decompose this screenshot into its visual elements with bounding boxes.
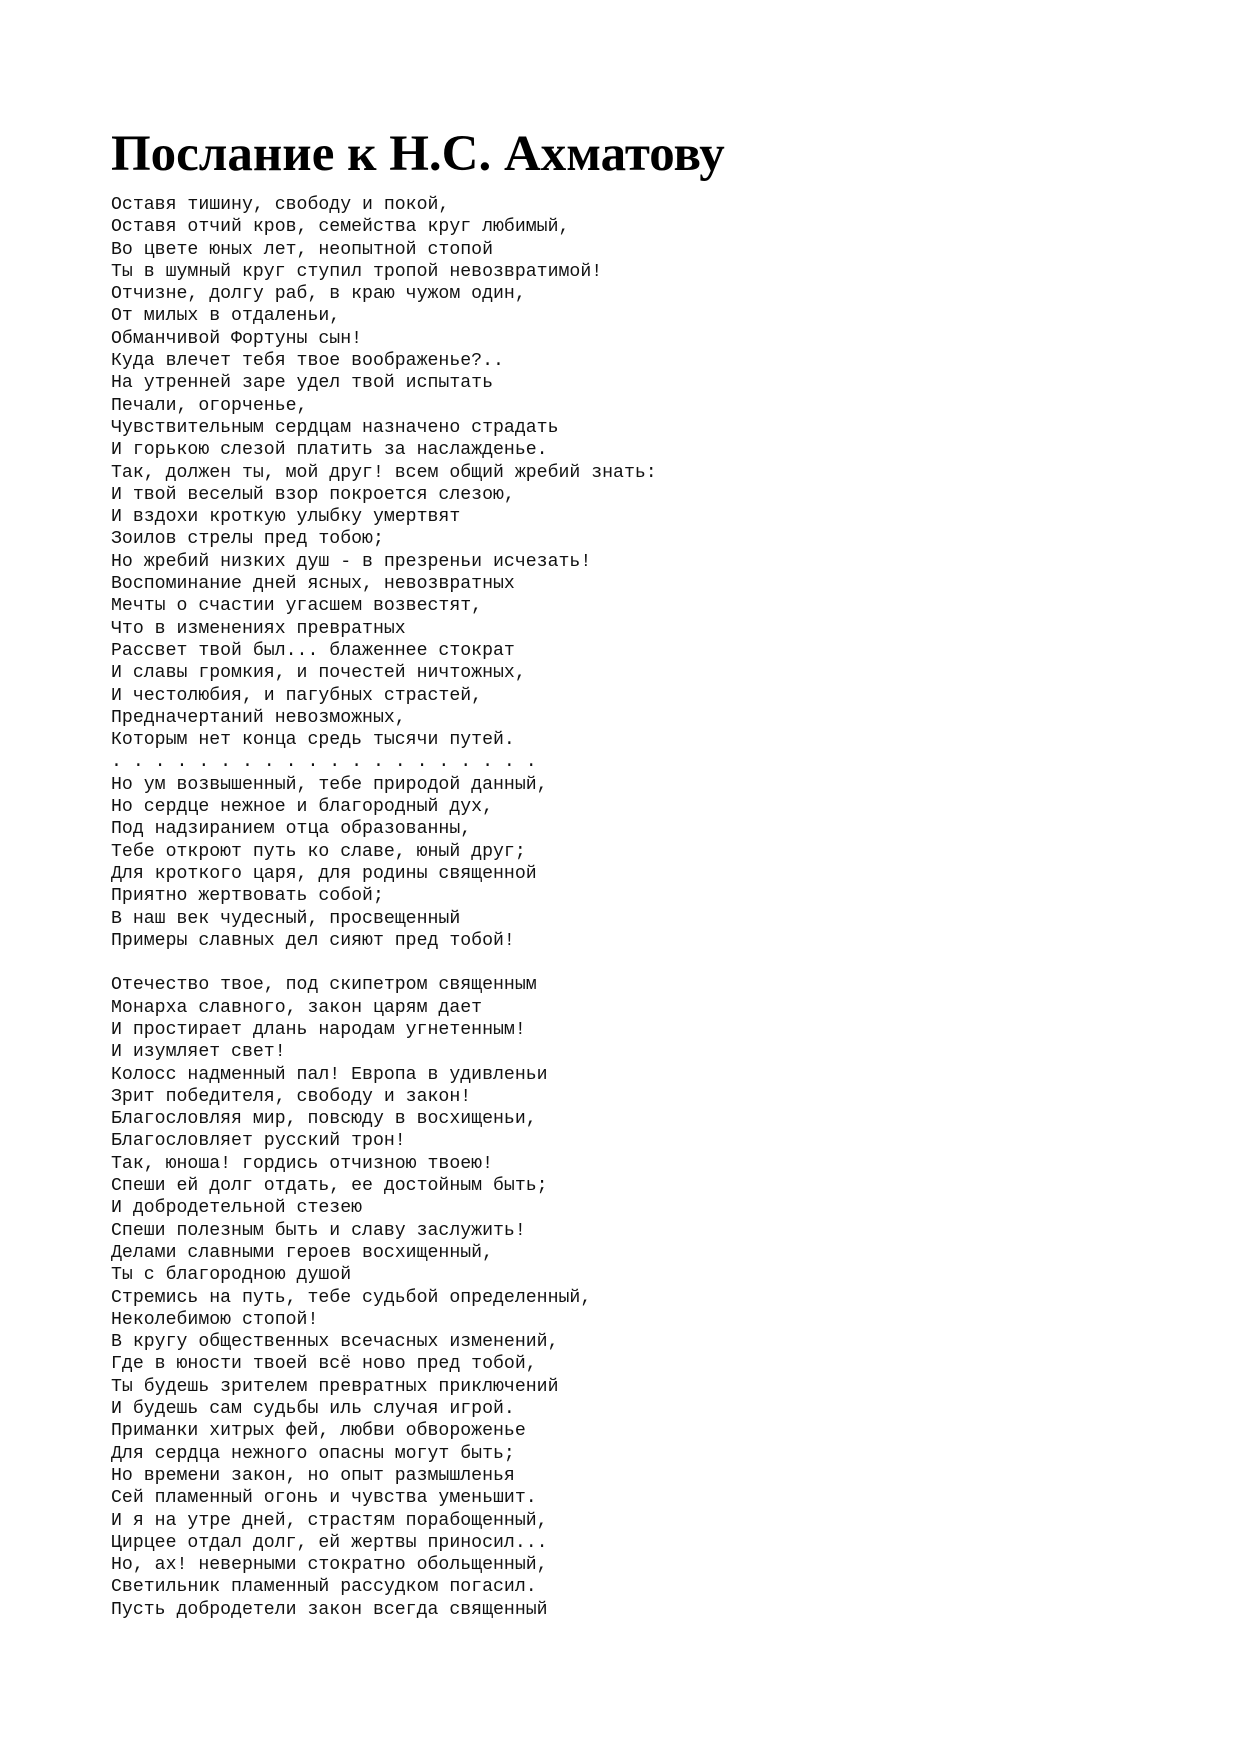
poem-line: И вздохи кроткую улыбку умертвят — [111, 507, 461, 528]
poem-line: Чувствительным сердцам назначено страдать — [111, 417, 559, 438]
poem-line: Мечты о счастии угасшем возвестят, — [111, 596, 483, 617]
poem-line: Так, должен ты, мой друг! всем общий жребий знать: — [111, 462, 657, 483]
poem-line: И простирает длань народам угнетенным! — [111, 1019, 526, 1040]
poem-line: Сей пламенный огонь и чувства уменьшит. — [111, 1488, 537, 1509]
poem-line: Отчизне, долгу раб, в краю чужом один, — [111, 284, 526, 305]
poem-line: Тебе откроют путь ко славе, юный друг; — [111, 841, 526, 862]
poem-line: Которым нет конца средь тысячи путей. — [111, 730, 515, 751]
poem-line: Где в юности твоей всё ново пред тобой, — [111, 1354, 537, 1375]
poem-line: Воспоминание дней ясных, невозвратных — [111, 574, 515, 595]
poem-line: Примеры славных дел сияют пред тобой! — [111, 930, 515, 951]
poem-line: Спеши ей долг отдать, ее достойным быть; — [111, 1176, 548, 1197]
poem-line: Но жребий низких душ - в презреньи исчезать! — [111, 551, 592, 572]
poem-line: Для кроткого царя, для родины священной — [111, 863, 537, 884]
poem-line: Отечество твое, под скипетром священным — [111, 975, 537, 996]
poem-line: Что в изменениях превратных — [111, 618, 406, 639]
poem-line: Пусть добродетели закон всегда священный — [111, 1599, 548, 1620]
poem-line: Светильник пламенный рассудком погасил. — [111, 1577, 537, 1598]
poem-line: Колосс надменный пал! Европа в удивленьи — [111, 1064, 548, 1085]
poem-line: Неколебимою стопой! — [111, 1309, 319, 1330]
poem-line: И славы громкия, и почестей ничтожных, — [111, 663, 526, 684]
poem-line: Печали, огорченье, — [111, 395, 308, 416]
poem-line: Во цвете юных лет, неопытной стопой — [111, 239, 493, 260]
poem-body — [111, 194, 657, 1621]
poem-line: Ты с благородною душой — [111, 1265, 352, 1286]
poem-line: И добродетельной стезею — [111, 1198, 363, 1219]
poem-line: . . . . . . . . . . . . . . . . . . . . — [111, 752, 537, 773]
poem-line: Под надзиранием отца образованны, — [111, 819, 472, 840]
poem-line: Ты в шумный круг ступил тропой невозвратимой! — [111, 261, 603, 282]
poem-line: На утренней заре удел твой испытать — [111, 373, 493, 394]
poem-line: Приманки хитрых фей, любви обвороженье — [111, 1421, 526, 1442]
poem-line: И твой веселый взор покроется слезою, — [111, 484, 515, 505]
poem-line: Но, ах! неверными стократно обольщенный, — [111, 1555, 548, 1576]
poem-line: Приятно жертвовать собой; — [111, 886, 384, 907]
poem-line: Но ум возвышенный, тебе природой данный, — [111, 774, 548, 795]
poem-line: Обманчивой Фортуны сын! — [111, 328, 363, 349]
poem-line: Ты будешь зрителем превратных приключений — [111, 1376, 559, 1397]
poem-line: Рассвет твой был... блаженнее стократ — [111, 640, 515, 661]
poem-line: И честолюбия, и пагубных страстей, — [111, 685, 483, 706]
poem-line: Для сердца нежного опасны могут быть; — [111, 1443, 515, 1464]
poem-line: Предначертаний невозможных, — [111, 707, 406, 728]
poem-line: Спеши полезным быть и славу заслужить! — [111, 1220, 526, 1241]
poem-line: Монарха славного, закон царям дает — [111, 997, 483, 1018]
poem-line: Зрит победителя, свободу и закон! — [111, 1086, 472, 1107]
poem-line: Но сердце нежное и благородный дух, — [111, 797, 493, 818]
poem-line: Так, юноша! гордись отчизною твоею! — [111, 1153, 493, 1174]
poem-line: Благословляя мир, повсюду в восхищеньи, — [111, 1109, 537, 1130]
poem-line: И будешь сам судьбы иль случая игрой. — [111, 1399, 515, 1420]
poem-line: От милых в отдаленьи, — [111, 306, 341, 327]
document-title: Послание к Н.С. Ахматову — [111, 126, 725, 182]
poem-line: И горькою слезой платить за наслажденье. — [111, 440, 548, 461]
poem-line: Оставя отчий кров, семейства круг любимый, — [111, 217, 570, 238]
poem-line: В наш век чудесный, просвещенный — [111, 908, 461, 929]
poem-line: Зоилов стрелы пред тобою; — [111, 529, 384, 550]
poem-line: Благословляет русский трон! — [111, 1131, 406, 1152]
poem-line: Куда влечет тебя твое воображенье?.. — [111, 351, 504, 372]
stanza-break — [111, 952, 657, 974]
poem-line: Цирцее отдал долг, ей жертвы приносил... — [111, 1532, 548, 1553]
poem-line: Оставя тишину, свободу и покой, — [111, 195, 450, 215]
poem-line: Стремись на путь, тебе судьбой определенный, — [111, 1287, 592, 1308]
poem-line: И изумляет свет! — [111, 1042, 286, 1063]
poem-line: Делами славными героев восхищенный, — [111, 1242, 493, 1263]
poem-line: И я на утре дней, страстям порабощенный, — [111, 1510, 548, 1531]
poem-line: Но времени закон, но опыт размышленья — [111, 1465, 515, 1486]
poem-line: В кругу общественных всечасных изменений, — [111, 1332, 559, 1353]
